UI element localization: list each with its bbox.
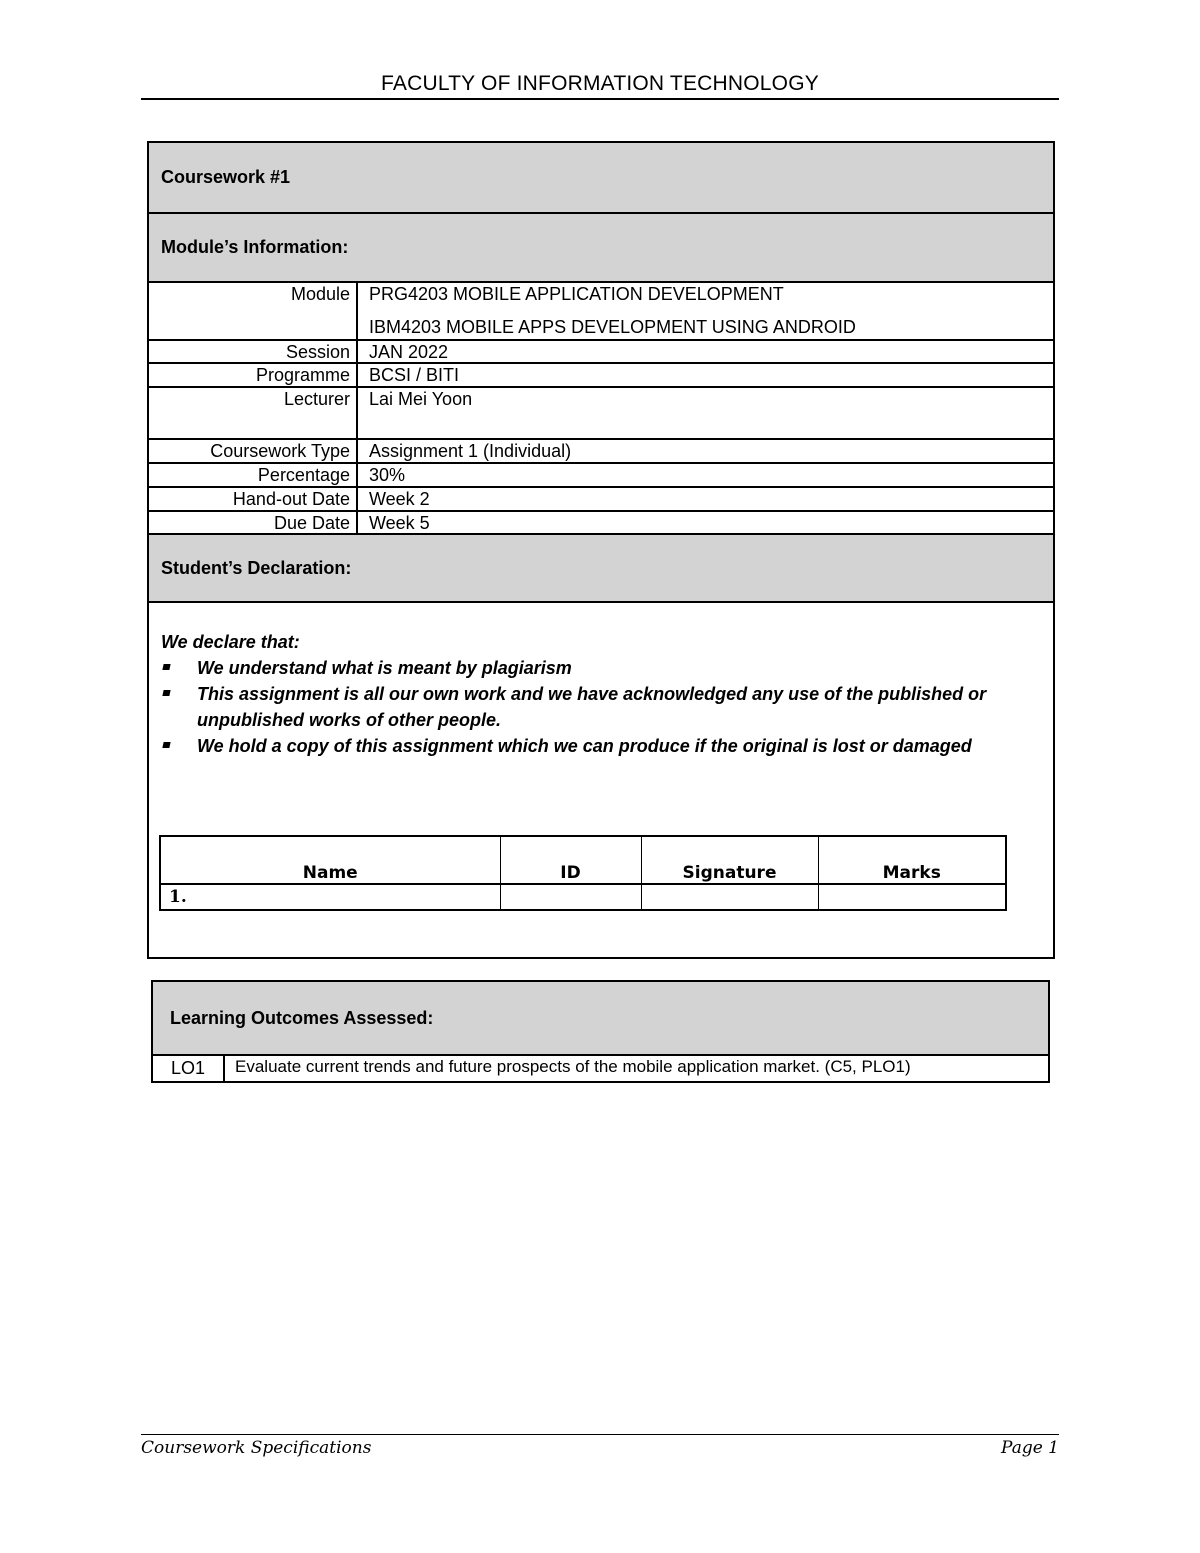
lecturer-value: Lai Mei Yoon — [369, 389, 473, 409]
footer-page-number: Page 1 — [1001, 1438, 1059, 1458]
footer-document-name: Coursework Specifications — [141, 1438, 372, 1458]
row-percentage — [149, 464, 1053, 488]
student-table — [159, 835, 1007, 911]
learning-outcome-row — [153, 1056, 1048, 1081]
declaration-text — [161, 629, 1041, 759]
row-handout-date — [149, 488, 1053, 512]
module-info-heading: Module’s Information: — [149, 214, 1053, 283]
square-bullet-icon — [162, 664, 170, 670]
module-code-2: IBM4203 MOBILE APPS DEVELOPMENT USING ANDROID — [369, 317, 856, 337]
student-signature-cell[interactable] — [641, 884, 818, 910]
column-header-id: ID — [500, 836, 641, 884]
faculty-title: FACULTY OF INFORMATION TECHNOLOGY — [381, 72, 819, 95]
student-marks-cell[interactable] — [818, 884, 1006, 910]
column-header-signature: Signature — [641, 836, 818, 884]
row-lecturer — [149, 388, 1053, 440]
row-divider — [356, 341, 358, 362]
declaration-intro: We declare that: — [161, 632, 300, 652]
coursework-type-value: Assignment 1 (Individual) — [369, 441, 572, 461]
handout-date-label: Hand-out Date — [232, 489, 350, 509]
declaration-item-text: This assignment is all our own work and we have acknowledged any use of the published or unpublished works of other people. — [197, 684, 987, 730]
learning-outcome-code: LO1 — [153, 1056, 225, 1081]
session-value: JAN 2022 — [369, 342, 449, 362]
declaration-item — [161, 681, 1041, 733]
programme-value: BCSI / BITI — [369, 365, 460, 385]
row-due-date — [149, 512, 1053, 533]
declaration-item — [161, 655, 1041, 681]
coursework-type-label: Coursework Type — [210, 441, 350, 461]
row-divider — [356, 364, 358, 386]
column-header-marks: Marks — [818, 836, 1006, 884]
coursework-heading: Coursework #1 — [149, 143, 1053, 214]
due-date-value: Week 5 — [369, 513, 430, 533]
coursework-box — [147, 141, 1055, 959]
lecturer-label: Lecturer — [283, 389, 350, 409]
row-divider — [356, 512, 358, 533]
learning-outcomes-heading: Learning Outcomes Assessed: — [153, 982, 1048, 1056]
table-row — [160, 884, 1006, 910]
row-divider — [356, 488, 358, 510]
row-divider — [356, 283, 358, 339]
learning-outcomes-box — [151, 980, 1050, 1083]
programme-label: Programme — [255, 365, 350, 385]
learning-outcome-text: Evaluate current trends and future prospects of the mobile application market. (C5, PLO1) — [235, 1057, 911, 1076]
square-bullet-icon — [162, 690, 170, 696]
declaration-item-text: We understand what is meant by plagiarism — [197, 658, 572, 678]
handout-date-value: Week 2 — [369, 489, 430, 509]
percentage-label: Percentage — [257, 465, 350, 485]
row-module — [149, 283, 1053, 341]
due-date-label: Due Date — [273, 513, 350, 533]
module-value — [369, 283, 856, 338]
row-divider — [356, 440, 358, 462]
declaration-list — [161, 655, 1041, 759]
student-name-cell[interactable]: 1. — [169, 887, 187, 907]
declaration-heading: Student’s Declaration: — [149, 533, 1053, 603]
row-divider — [356, 388, 358, 438]
row-divider — [356, 464, 358, 486]
declaration-item-text: We hold a copy of this assignment which we can produce if the original is lost or damaged — [197, 736, 972, 756]
row-session — [149, 341, 1053, 364]
module-label: Module — [290, 284, 350, 304]
module-code-1: PRG4203 MOBILE APPLICATION DEVELOPMENT — [369, 284, 784, 304]
row-coursework-type — [149, 440, 1053, 464]
declaration-item — [161, 733, 1041, 759]
column-header-name: Name — [160, 836, 500, 884]
header-rule — [141, 98, 1059, 100]
student-table-header — [160, 836, 1006, 884]
percentage-value: 30% — [369, 465, 406, 485]
session-label: Session — [285, 342, 350, 362]
footer-rule — [141, 1434, 1059, 1435]
row-programme — [149, 364, 1053, 388]
square-bullet-icon — [162, 742, 170, 748]
student-id-cell[interactable] — [500, 884, 641, 910]
